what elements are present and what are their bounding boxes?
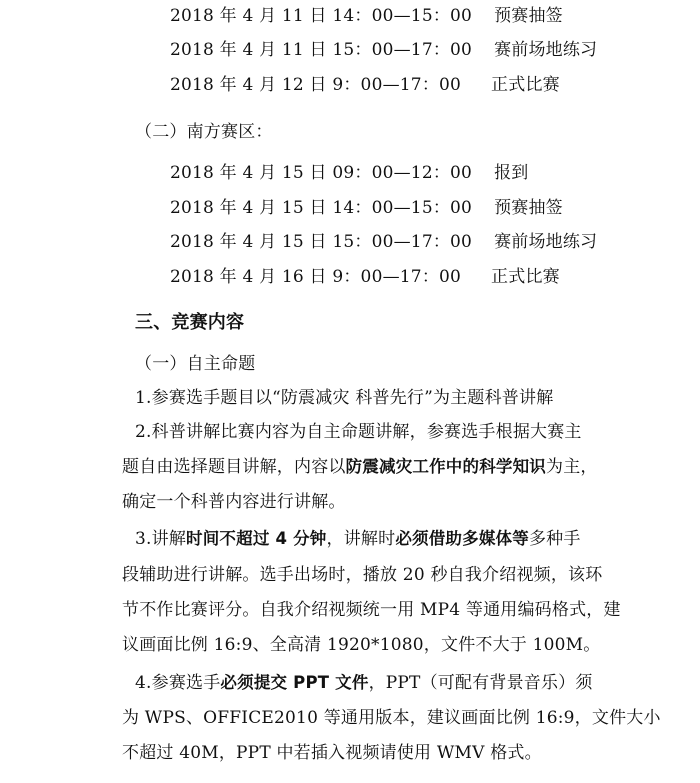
schedule-south-row (170, 161, 528, 185)
item-3-line-2: 段辅助进行讲解。选手出场时，播放 20 秒自我介绍视频，该环 (122, 565, 603, 585)
item-4-line-1 (135, 671, 593, 695)
schedule-event: 赛前场地练习 (494, 40, 598, 60)
schedule-event: 预赛抽签 (494, 198, 563, 218)
text-run: 3.讲解 (135, 529, 187, 549)
bold-text: 防震减灾工作中的科学知识 (345, 457, 547, 476)
schedule-time: 2018 年 4 月 11 日 14：00—15：00 (170, 6, 473, 26)
schedule-north-row (170, 73, 560, 97)
text-run: 为主， (546, 457, 598, 477)
bold-text: 时间不超过 4 分钟 (186, 529, 327, 548)
item-3-line-4: 议画面比例 16:9、全高清 1920*1080，文件不大于 100M。 (122, 635, 601, 655)
schedule-event: 正式比赛 (491, 267, 560, 287)
schedule-event: 正式比赛 (491, 75, 560, 95)
item-3-line-1 (135, 527, 581, 551)
item-2-line-2 (122, 455, 598, 479)
schedule-time: 2018 年 4 月 11 日 15：00—17：00 (170, 40, 473, 60)
schedule-south-row (170, 265, 560, 289)
schedule-event: 报到 (494, 163, 529, 183)
schedule-south-row (170, 230, 597, 254)
schedule-time: 2018 年 4 月 16 日 9：00—17：00 (170, 267, 462, 287)
bold-text: 必须借助多媒体等 (395, 529, 529, 548)
bold-text: 必须提交 PPT 文件 (220, 673, 369, 692)
schedule-south-row (170, 196, 563, 220)
schedule-time: 2018 年 4 月 15 日 09：00—12：00 (170, 163, 473, 183)
item-1: 1.参赛选手题目以“防震减灾 科普先行”为主题科普讲解 (135, 388, 554, 408)
item-2-line-3: 确定一个科普内容进行讲解。 (122, 492, 346, 512)
item-4-line-3: 不超过 40M，PPT 中若插入视频请使用 WMV 格式。 (122, 743, 542, 763)
subsection-heading: （一）自主命题 (135, 354, 256, 374)
schedule-north-row (170, 38, 597, 62)
text-run: 多种手 (528, 529, 581, 549)
text-run: 题自由选择题目讲解，内容以 (122, 457, 346, 477)
text-run: 4.参赛选手 (135, 673, 221, 693)
item-2-line-1: 2.科普讲解比赛内容为自主命题讲解，参赛选手根据大赛主 (135, 422, 582, 442)
item-3-line-3: 节不作比赛评分。自我介绍视频统一用 MP4 等通用编码格式，建 (122, 600, 621, 620)
schedule-time: 2018 年 4 月 12 日 9：00—17：00 (170, 75, 462, 95)
text-run: ，PPT（可配有背景音乐）须 (368, 673, 593, 693)
schedule-time: 2018 年 4 月 15 日 15：00—17：00 (170, 232, 473, 252)
south-region-heading: （二）南方赛区： (135, 122, 273, 142)
schedule-north-row (170, 4, 563, 28)
item-4-line-2: 为 WPS、OFFICE2010 等通用版本，建议画面比例 16:9，文件大小 (122, 708, 661, 728)
schedule-time: 2018 年 4 月 15 日 14：00—15：00 (170, 198, 473, 218)
text-run: ，讲解时 (326, 529, 396, 549)
schedule-event: 赛前场地练习 (494, 232, 598, 252)
section-heading: 三、竞赛内容 (135, 312, 245, 333)
schedule-event: 预赛抽签 (494, 6, 563, 26)
